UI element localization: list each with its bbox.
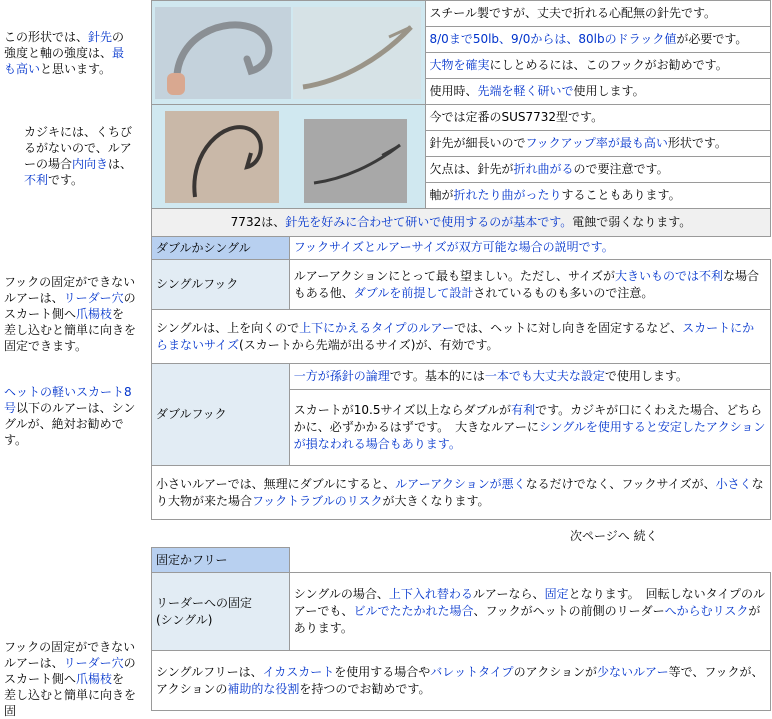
text-segment: この形状では、 bbox=[4, 30, 89, 44]
side-note-fix-hook bbox=[4, 274, 136, 354]
text-segment: 8/0まで50lb、9/0からは、80lbのドラック値 bbox=[429, 32, 677, 46]
text-segment: シングルを使用すると安定したアクションが損なわれる場合もあります。 bbox=[293, 420, 766, 451]
single-hook-label: シングルフック bbox=[152, 260, 290, 310]
text-segment: 以下のルアーは、シングルが、絶対お勧めです。 bbox=[4, 401, 136, 447]
hook-a-row-2 bbox=[425, 27, 771, 53]
text-segment: 爪楊枝 bbox=[76, 307, 113, 321]
single-hook-note bbox=[152, 310, 771, 364]
hook-a-row-1 bbox=[425, 1, 771, 27]
text-segment: 上下にかえるタイプのルアー bbox=[299, 320, 455, 335]
text-segment: 先端を軽く研いで bbox=[477, 84, 574, 98]
hook-b-row-1 bbox=[425, 105, 771, 131]
text-segment: で使用します。 bbox=[604, 369, 688, 383]
text-segment: 小さく bbox=[715, 476, 752, 491]
text-segment: (スカートから先端が出るサイズ)が、有効です。 bbox=[239, 337, 499, 352]
text-segment: にしとめるには、このフックがお勧めです。 bbox=[489, 58, 728, 72]
double-single-header: ダブルかシングル bbox=[152, 237, 290, 260]
text-segment: 針先を好みに合わせて研いで使用するのが基本です。 bbox=[285, 215, 573, 229]
text-segment: なるだけでなく、フックサイズが、 bbox=[525, 476, 716, 491]
hook-b-row-2 bbox=[425, 131, 771, 157]
text-segment: バレットタイプ bbox=[430, 664, 514, 679]
text-segment: イカスカート bbox=[262, 664, 335, 679]
hook-a-row-4 bbox=[425, 79, 771, 105]
text-segment: カジキには、くちびるがないので、ルアーの場合 bbox=[24, 125, 133, 171]
text-segment: フックトラブルのリスク bbox=[252, 493, 383, 508]
text-segment: のスカート側へ bbox=[4, 656, 136, 686]
steel-hook-tip-photo bbox=[293, 7, 421, 99]
double-hook-desc-2 bbox=[289, 390, 770, 466]
text-segment: フックの固定ができないルアーは、 bbox=[4, 275, 136, 305]
text-segment: 有利 bbox=[511, 403, 536, 417]
hook-photo-cell-b bbox=[152, 105, 426, 209]
double-single-header-desc: フックサイズとルアーサイズが双方可能な場合の説明です。 bbox=[289, 237, 770, 260]
text-segment: となります。 回転しないタイプのルアーでも、 bbox=[293, 587, 766, 618]
text-segment: 内向き bbox=[72, 157, 109, 171]
text-segment: が必要です。 bbox=[676, 32, 748, 46]
text-segment: な場合もある他、 bbox=[293, 268, 760, 300]
hook-table bbox=[151, 0, 771, 237]
text-segment: ヘットの軽いスカート8号 bbox=[4, 385, 132, 415]
text-segment: 上下入れ替わる bbox=[388, 587, 473, 601]
text-segment: 補助的な役割 bbox=[227, 681, 300, 696]
fixed-free-header: 固定かフリー bbox=[152, 548, 290, 573]
text-segment: です。 bbox=[48, 173, 84, 187]
text-segment: です。基本的には bbox=[389, 369, 485, 383]
side-note-fix-hook-2 bbox=[4, 639, 136, 719]
sus-hook-photo bbox=[165, 111, 279, 203]
text-segment: を持つのでお勧めです。 bbox=[299, 681, 431, 696]
text-segment: リーダー穴 bbox=[63, 291, 124, 305]
text-segment: することもあります。 bbox=[561, 188, 681, 202]
text-segment: 最も高い bbox=[4, 46, 125, 76]
double-single-table bbox=[151, 236, 771, 520]
text-segment: 等で、フックが、アクションの bbox=[156, 664, 764, 696]
text-segment: が大きくなります。 bbox=[382, 493, 490, 508]
text-segment: 針先 bbox=[88, 30, 113, 44]
steel-hook-photo bbox=[155, 7, 291, 99]
hook-table-footer bbox=[152, 209, 771, 237]
leader-fix-label: リーダーへの固定 (シングル) bbox=[152, 573, 290, 651]
next-page-link[interactable]: 次ページへ 続く bbox=[570, 529, 658, 543]
text-segment: スカートにからまないサイズ bbox=[156, 320, 755, 352]
text-segment: 一本でも大丈夫な設定 bbox=[484, 369, 605, 383]
fixed-free-header-blank bbox=[289, 548, 770, 573]
text-segment: 使用します。 bbox=[573, 84, 645, 98]
text-segment: では、ヘットに対し向きを固定するなど、 bbox=[454, 320, 683, 335]
text-segment: フックの固定ができないルアーは、 bbox=[4, 640, 136, 670]
side-note-light-skirt bbox=[4, 384, 136, 448]
text-segment: 不利 bbox=[24, 173, 49, 187]
text-segment: の強度と軸の強度は、 bbox=[4, 30, 125, 60]
single-hook-desc bbox=[289, 260, 770, 310]
leader-fix-desc bbox=[289, 573, 770, 651]
fixed-free-table bbox=[151, 547, 771, 711]
text-segment: スカートが10.5サイズ以上ならダブルが bbox=[293, 403, 512, 417]
text-segment: シングルの場合、 bbox=[293, 587, 389, 601]
hook-a-row-3 bbox=[425, 53, 771, 79]
text-segment: 少ないルアー bbox=[596, 664, 669, 679]
text-segment: 7732は、 bbox=[230, 215, 286, 229]
text-segment: 今では定番のSUS7732型です。 bbox=[429, 110, 604, 124]
text-segment: スチール製ですが、丈夫で折れる心配無の針先です。 bbox=[429, 6, 717, 20]
text-segment: 大物を確実 bbox=[429, 58, 490, 72]
text-segment: ルアーアクションにとって最も望ましい。ただし、サイズが bbox=[293, 268, 616, 283]
text-segment: のスカート側へ bbox=[4, 291, 136, 321]
double-hook-desc-1 bbox=[289, 364, 770, 390]
text-segment: 軸が bbox=[429, 188, 454, 202]
text-segment: 、フックがヘットの前側のリーダー bbox=[473, 604, 665, 618]
text-segment: 折れ曲がる bbox=[513, 162, 574, 176]
text-segment: です。カジキが口にくわえた場合、どちらかに、必ずかかるはずです。 大きなルアーに bbox=[293, 403, 763, 434]
text-segment: を使用する場合や bbox=[334, 664, 431, 679]
text-segment: シングルフリーは、 bbox=[156, 664, 263, 679]
text-segment: 小さいルアーでは、無理にダブルにすると、 bbox=[156, 476, 396, 491]
hook-b-row-4 bbox=[425, 183, 771, 209]
side-note-marlin bbox=[24, 124, 136, 188]
text-segment: へからむリスク bbox=[664, 604, 749, 618]
text-segment: シングルは、上を向くので bbox=[156, 320, 300, 335]
hook-photo-cell-a bbox=[152, 1, 426, 105]
double-hook-label: ダブルフック bbox=[152, 364, 290, 466]
text-segment: 電蝕で弱くなります。 bbox=[572, 215, 692, 229]
text-segment: 針先が細長いので bbox=[429, 136, 526, 150]
text-segment: なり大物が来た場合 bbox=[156, 476, 764, 508]
text-segment: があります。 bbox=[293, 604, 761, 635]
text-segment: されているものも多いので注意。 bbox=[473, 285, 654, 300]
text-segment: ビルでたたかれた場合 bbox=[353, 604, 474, 618]
sus-hook-tip-photo bbox=[304, 119, 407, 203]
text-segment: ダブルを前提して設計 bbox=[353, 285, 474, 300]
text-segment: 爪楊枝 bbox=[76, 672, 113, 686]
text-segment: を差し込むと簡単に向きを固 bbox=[4, 672, 137, 718]
text-segment: フックアップ率が最も高い bbox=[525, 136, 668, 150]
text-segment: は、 bbox=[108, 157, 133, 171]
text-segment: 使用時、 bbox=[429, 84, 478, 98]
hook-b-row-3 bbox=[425, 157, 771, 183]
text-segment: 一方が孫針の論理 bbox=[293, 369, 390, 383]
text-segment: を差し込むと簡単に向きを固定できます。 bbox=[4, 307, 137, 353]
text-segment: 欠点は、針先が bbox=[429, 162, 514, 176]
text-segment: 固定 bbox=[544, 587, 569, 601]
text-segment: 折れたり曲がったり bbox=[453, 188, 562, 202]
text-segment: ルアーアクションが悪く bbox=[395, 476, 526, 491]
text-segment: 形状です。 bbox=[667, 136, 727, 150]
text-segment: ルアーなら、 bbox=[472, 587, 545, 601]
side-note-hook-strength bbox=[4, 29, 132, 77]
double-hook-note bbox=[152, 466, 771, 520]
text-segment: 大きいものでは不利 bbox=[615, 268, 724, 283]
text-segment: リーダー穴 bbox=[63, 656, 124, 670]
text-segment: と思います。 bbox=[40, 62, 112, 76]
text-segment: のアクションが bbox=[513, 664, 597, 679]
text-segment: ので要注意です。 bbox=[573, 162, 669, 176]
